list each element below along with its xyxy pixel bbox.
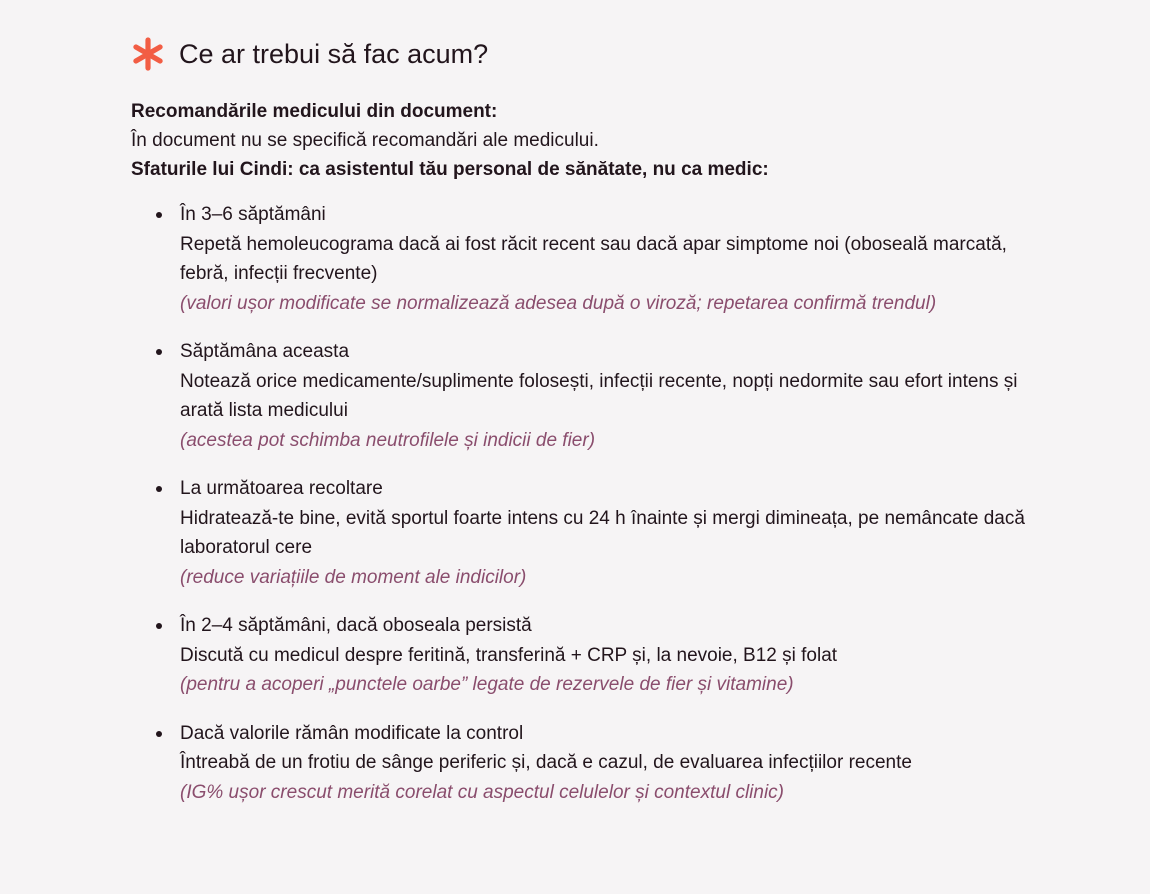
recommendation-note: (pentru a acoperi „punctele oarbe” legate de rezervele de fier și vitamine) — [180, 674, 794, 695]
list-item — [131, 474, 1031, 592]
advice-section — [131, 30, 1031, 826]
list-item — [131, 200, 1031, 318]
recommendation-action: Repetă hemoleucograma dacă ai fost răcit recent sau dacă apar simptome noi (oboseală marcată, febră, infecții frecvente) — [180, 233, 1007, 284]
recommendation-action: Notează orice medicamente/suplimente folosești, infecții recente, nopți nedormite sau efort intens și arată lista medicului — [180, 370, 1018, 421]
recommendation-note: (IG% ușor crescut merită corelat cu aspectul celulelor și contextul clinic) — [180, 781, 785, 803]
section-header — [131, 30, 1031, 78]
recommendation-action: Discută cu medicul despre feritină, transferină + CRP și, la nevoie, B12 și folat — [180, 644, 838, 666]
recommendation-note: (acestea pot schimba neutrofilele și indicii de fier) — [180, 429, 596, 451]
list-item — [131, 337, 1031, 455]
bullet-icon — [156, 623, 162, 629]
section-title: Ce ar trebui să fac acum? — [179, 39, 489, 69]
doctor-recommendations-label: Recomandările medicului din document: — [131, 101, 498, 122]
recommendation-list — [131, 200, 1031, 807]
intro-block — [131, 97, 1031, 184]
bullet-icon — [156, 212, 162, 218]
recommendation-when: În 3–6 săptămâni — [180, 204, 326, 225]
asterisk-icon — [131, 37, 165, 71]
recommendation-action: Hidratează-te bine, evită sportul foarte intens cu 24 h înainte și mergi dimineața, pe nemâncate dacă laboratorul cere — [180, 507, 1025, 558]
recommendation-when: La următoarea recoltare — [180, 478, 383, 499]
bullet-icon — [156, 486, 162, 492]
recommendation-when: În 2–4 săptămâni, dacă oboseala persistă — [180, 615, 532, 636]
list-item — [131, 719, 1031, 808]
bullet-icon — [156, 731, 162, 737]
doctor-recommendations-text: În document nu se specifică recomandări ale medicului. — [131, 130, 599, 151]
recommendation-when: Dacă valorile rămân modificate la control — [180, 722, 524, 744]
list-item — [131, 611, 1031, 700]
cindi-advice-label: Sfaturile lui Cindi: ca asistentul tău personal de sănătate, nu ca medic: — [131, 159, 769, 180]
recommendation-when: Săptămâna aceasta — [180, 341, 350, 362]
recommendation-action: Întreabă de un frotiu de sânge periferic și, dacă e cazul, de evaluarea infecțiilor recente — [180, 752, 912, 773]
bullet-icon — [156, 349, 162, 355]
recommendation-note: (valori ușor modificate se normalizează adesea după o viroză; repetarea confirmă trendul) — [180, 292, 937, 314]
recommendation-note: (reduce variațiile de moment ale indicilor) — [180, 566, 527, 588]
